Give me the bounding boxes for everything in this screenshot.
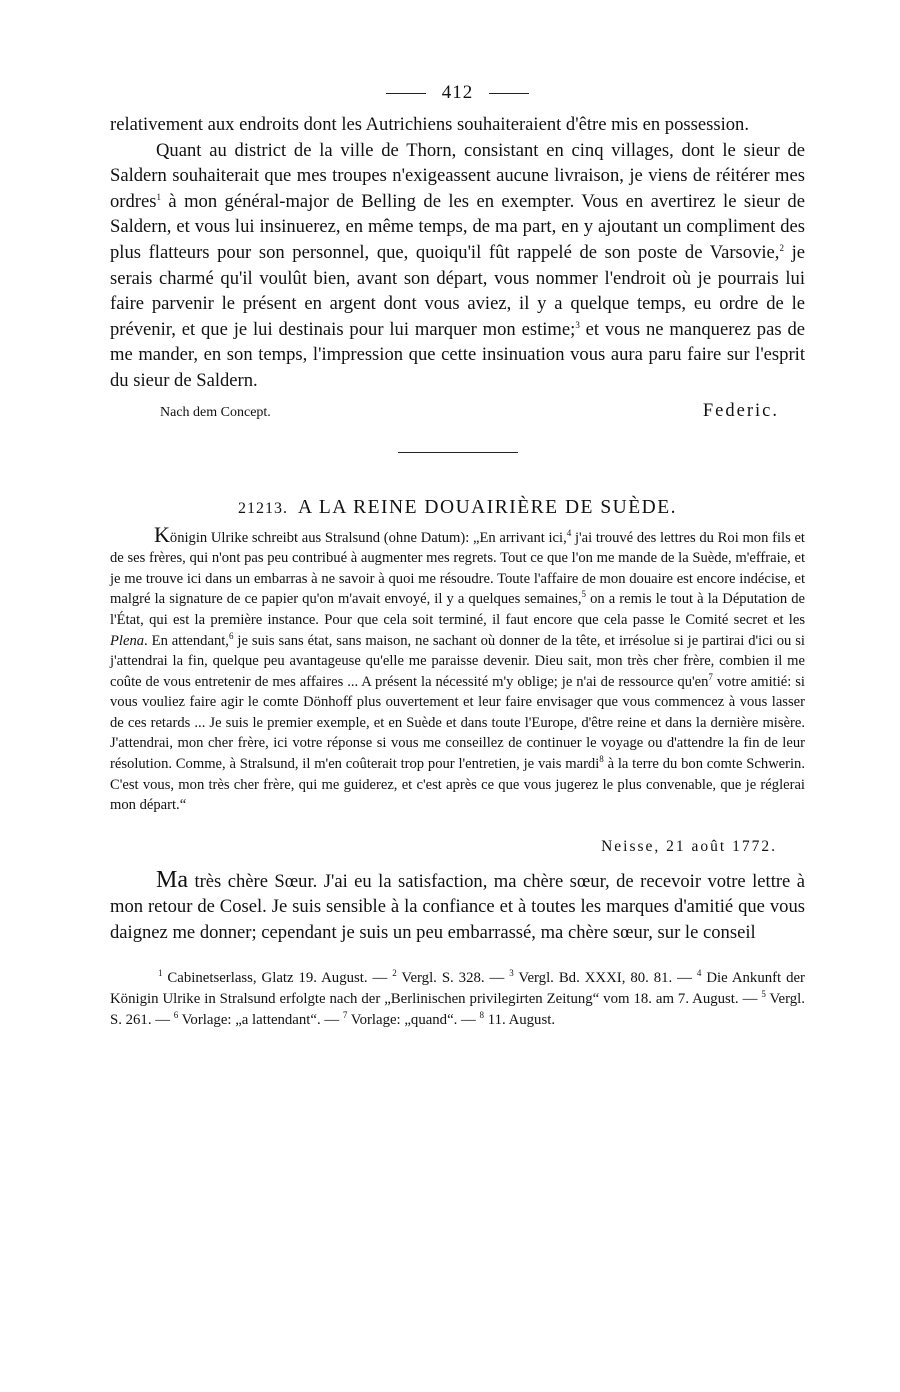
summary-text: j'ai trouvé des lettres du Roi mon fils et de ses frères, qui n'ont pas peu contribué à augmenter mes regrets. Tout ce que l'on me mande de la Suède, m'effraie, et je me trouve ici dans un embarras à ne savoir à quoi me résoudre. Toute l'affaire de mon douaire est encore indécise, et malgré la signature de ce papier qu'on m'avait envoyé, il y a quelques semaines, (110, 529, 805, 608)
signature-name: Federic. (702, 400, 779, 421)
footnote-marker: 7 (342, 1009, 348, 1020)
paragraph-text: et vous ne manquerez pas de me mander, en son temps, l'impression que cette insinuation vous aura paru faire sur l'esprit du sieur de Saldern. (110, 318, 805, 391)
footnote-text: Vorlage: „quand“. — (347, 1011, 480, 1028)
body-initial: Ma (156, 866, 188, 893)
footnote-ref: 1 (156, 191, 161, 202)
letter-body (110, 868, 805, 946)
footnote-marker: 5 (761, 988, 766, 999)
footnote-ref: 3 (575, 319, 580, 330)
page-number: 412 (441, 82, 474, 103)
book-page (110, 82, 805, 1031)
letter-number: 21213. (237, 499, 288, 517)
summary-text: on a remis le tout à la Députation de l'État, qui est la première instance. Pour que cela soit terminé, il faut encore que cela passe le Comité secret et les (110, 591, 805, 628)
letter-date: Neisse, 21 août 1772. (601, 837, 777, 855)
footnote-ref: 4 (566, 527, 572, 538)
footnote-ref: 5 (581, 589, 586, 600)
continued-text: relativement aux endroits dont les Autrichiens souhaiteraient d'être mis en possession. (110, 114, 750, 135)
letter-summary (110, 521, 805, 816)
footnote-text: Vorlage: „a lattendant“. — (178, 1011, 343, 1028)
summary-text: votre amitié: si vous vouliez faire agir le comte Dönhoff plus ouvertement et leur faire envisager que vous commencez à vous lasser de ces retards ... Je suis le premier exemple, et en Suède et dans toute l'Europe, d'être reine et dans la dernière misère. J'attendrai, mon cher frère, ici votre réponse si vous me conseillez de continuer le voyage ou d'attendre la fin de leur résolution. Comme, à Stralsund, il m'en coûterait trop pour l'entretien, je vais mardi (110, 673, 805, 773)
source-note: Nach dem Concept. (160, 404, 271, 420)
footnote-text: Vergl. S. 328. — (396, 969, 510, 986)
summary-text: . En attendant, (144, 632, 229, 649)
footnote-marker: 2 (392, 967, 397, 978)
footnotes (110, 968, 805, 1031)
summary-text: à la terre du bon comte Schwerin. C'est vous, mon très cher frère, qui me guiderez, et c'est après ce que vous jugerez le plus convenable, que je réglerai mon départ.“ (110, 756, 805, 814)
section-divider (398, 452, 518, 453)
summary-text: je suis sans état, sans maison, ne sachant où donner de la tête, et irrésolue si je partirai d'ici ou si j'attendrai la fin, quelque peu avantageuse qu'elle me paraisse devenir. Dieu sait, mon très cher frère, combien il me coûte de vous entretenir de mes affaires ... A présent la nécessité m'y oblige; je n'ai de ressource qu'en (110, 632, 805, 690)
summary-italic: Plena (110, 632, 145, 649)
body-text: très chère Sœur. J'ai eu la satisfaction, ma chère sœur, de recevoir votre lettre à mon retour de Cosel. Je suis sensible à la confiance et à toutes les marques d'amitié que vous daignez me donner; cependant je suis un peu embarrassé, ma chère sœur, sur le conseil (110, 870, 805, 944)
footnote-text: Vergl. Bd. XXXI, 80. 81. — (513, 969, 697, 986)
footnote-marker: 4 (696, 967, 702, 978)
summary-initial: K (154, 521, 170, 547)
footnote-text: Cabinetserlass, Glatz 19. August. — (162, 969, 393, 986)
footnote-ref: 2 (779, 242, 784, 253)
footnote-ref: 6 (228, 630, 234, 641)
main-paragraph (110, 138, 805, 394)
summary-text: önigin Ulrike schreibt aus Stralsund (ohne Datum): „En arrivant ici, (169, 529, 567, 546)
paragraph-text: Quant au district de la ville de Thorn, consistant en cinq villages, dont le sieur de Saldern souhaiterait que mes troupes n'exigeassent aucune livraison, je viens de réitérer mes ordres (110, 139, 805, 212)
footnote-marker: 3 (509, 967, 514, 978)
footnote-marker: 1 (158, 967, 163, 978)
footnote-text: 11. August. (484, 1011, 556, 1028)
page-header (110, 82, 805, 112)
footnote-text: Die Ankunft der Königin Ulrike in Stralsund erfolgte nach der „Berlinischen privilegirten Zeitung“ vom 18. am 7. August. — (110, 969, 805, 1007)
footnote-ref: 7 (708, 671, 713, 682)
footnote-marker: 8 (479, 1009, 485, 1020)
footnote-text: Vergl. S. 261. — (110, 990, 805, 1028)
letter-heading (110, 497, 805, 519)
header-rule-right (489, 93, 529, 94)
footnote-ref: 8 (599, 754, 604, 765)
paragraph-text: à mon général-major de Belling de les en exempter. Vous en avertirez le sieur de Saldern, et vous lui insinuerez, en même temps, de ma part, en y ajoutant un compliment des plus flatteurs pour son personnel, que, quoiqu'il fût rappelé de son poste de Varsovie, (110, 190, 805, 263)
paragraph-text: je serais charmé qu'il voulût bien, avant son départ, vous nommer l'endroit où je pourrais lui faire parvenir le présent en argent dont vous aviez, il y a quelque temps, eu ordre de le prévenir, et que je lui destinais pour lui marquer mon estime; (110, 241, 805, 340)
footnote-marker: 6 (173, 1009, 179, 1020)
header-rule-left (386, 93, 426, 94)
letter-title: A LA REINE DOUAIRIÈRE DE SUÈDE. (297, 496, 678, 518)
signature-line (110, 401, 805, 422)
